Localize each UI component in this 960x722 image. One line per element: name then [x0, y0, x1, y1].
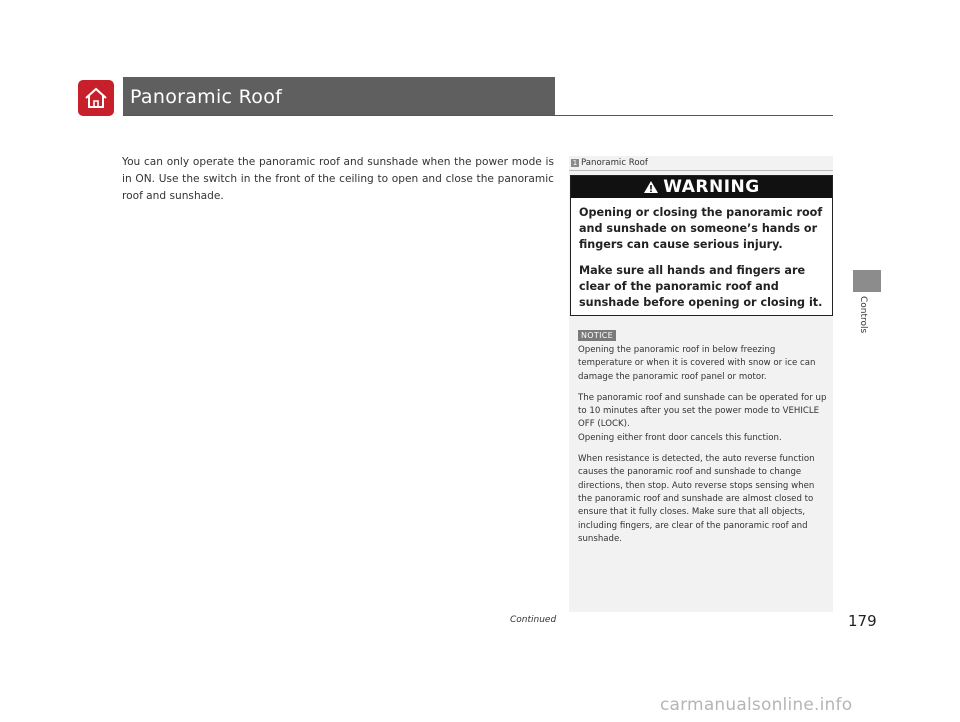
sidebar-paragraph: The panoramic roof and sunshade can be operated for up to 10 minutes after you set the power mode to VEHICLE OFF (LOCK).	[578, 392, 827, 430]
warning-line: Opening or closing the panoramic roof and sunshade on someone’s hands or fingers can cause serious injury.	[579, 206, 823, 251]
intro-paragraph: You can only operate the panoramic roof and sunshade when the power mode is in ON. Use the switch in the front of the ceiling to open and close the panoramic roof and sunshade.	[122, 156, 554, 202]
chapter-tab-label	[856, 296, 870, 342]
sidebar-paragraph: Opening either front door cancels this function.	[578, 432, 782, 443]
chapter-tab[interactable]	[853, 270, 881, 292]
warning-header	[571, 176, 832, 198]
sidebar-heading[interactable]	[571, 158, 648, 168]
chapter-tab-text: Controls	[858, 296, 868, 334]
page-title: Panoramic Roof	[130, 86, 283, 108]
sidebar-paragraph: Opening the panoramic roof in below freezing temperature or when it is covered with snow or ice can damage the panoramic roof panel or motor.	[578, 345, 816, 382]
home-icon	[83, 86, 109, 110]
warning-line: Make sure all hands and fingers are clear of the panoramic roof and sunshade before opening or closing it.	[579, 264, 823, 309]
warning-box	[570, 175, 833, 316]
warning-triangle-icon	[643, 180, 659, 194]
sidebar-heading-label: Panoramic Roof	[581, 158, 648, 168]
sidebar-paragraph: When resistance is detected, the auto reverse function causes the panoramic roof and sunshade to change directions, then stop. Auto reverse stops sensing when the panoramic roof and sunshade are almost closed to ensure that it fully closes. Make sure that all objects, including fingers, are clear of the panoramic roof and sunshade.	[578, 454, 815, 544]
sidebar-heading-divider	[569, 170, 833, 171]
continued-label: Continued	[510, 615, 557, 625]
page-number: 179	[848, 612, 877, 630]
warning-body	[571, 198, 832, 311]
home-button[interactable]	[78, 80, 114, 116]
title-divider	[123, 115, 833, 116]
watermark: carmanualsonline.info	[660, 695, 853, 715]
warning-label: WARNING	[663, 177, 760, 197]
reference-marker-icon: 1	[572, 159, 578, 167]
sidebar-notes	[578, 344, 828, 554]
notice-badge: NOTICE	[578, 330, 616, 341]
